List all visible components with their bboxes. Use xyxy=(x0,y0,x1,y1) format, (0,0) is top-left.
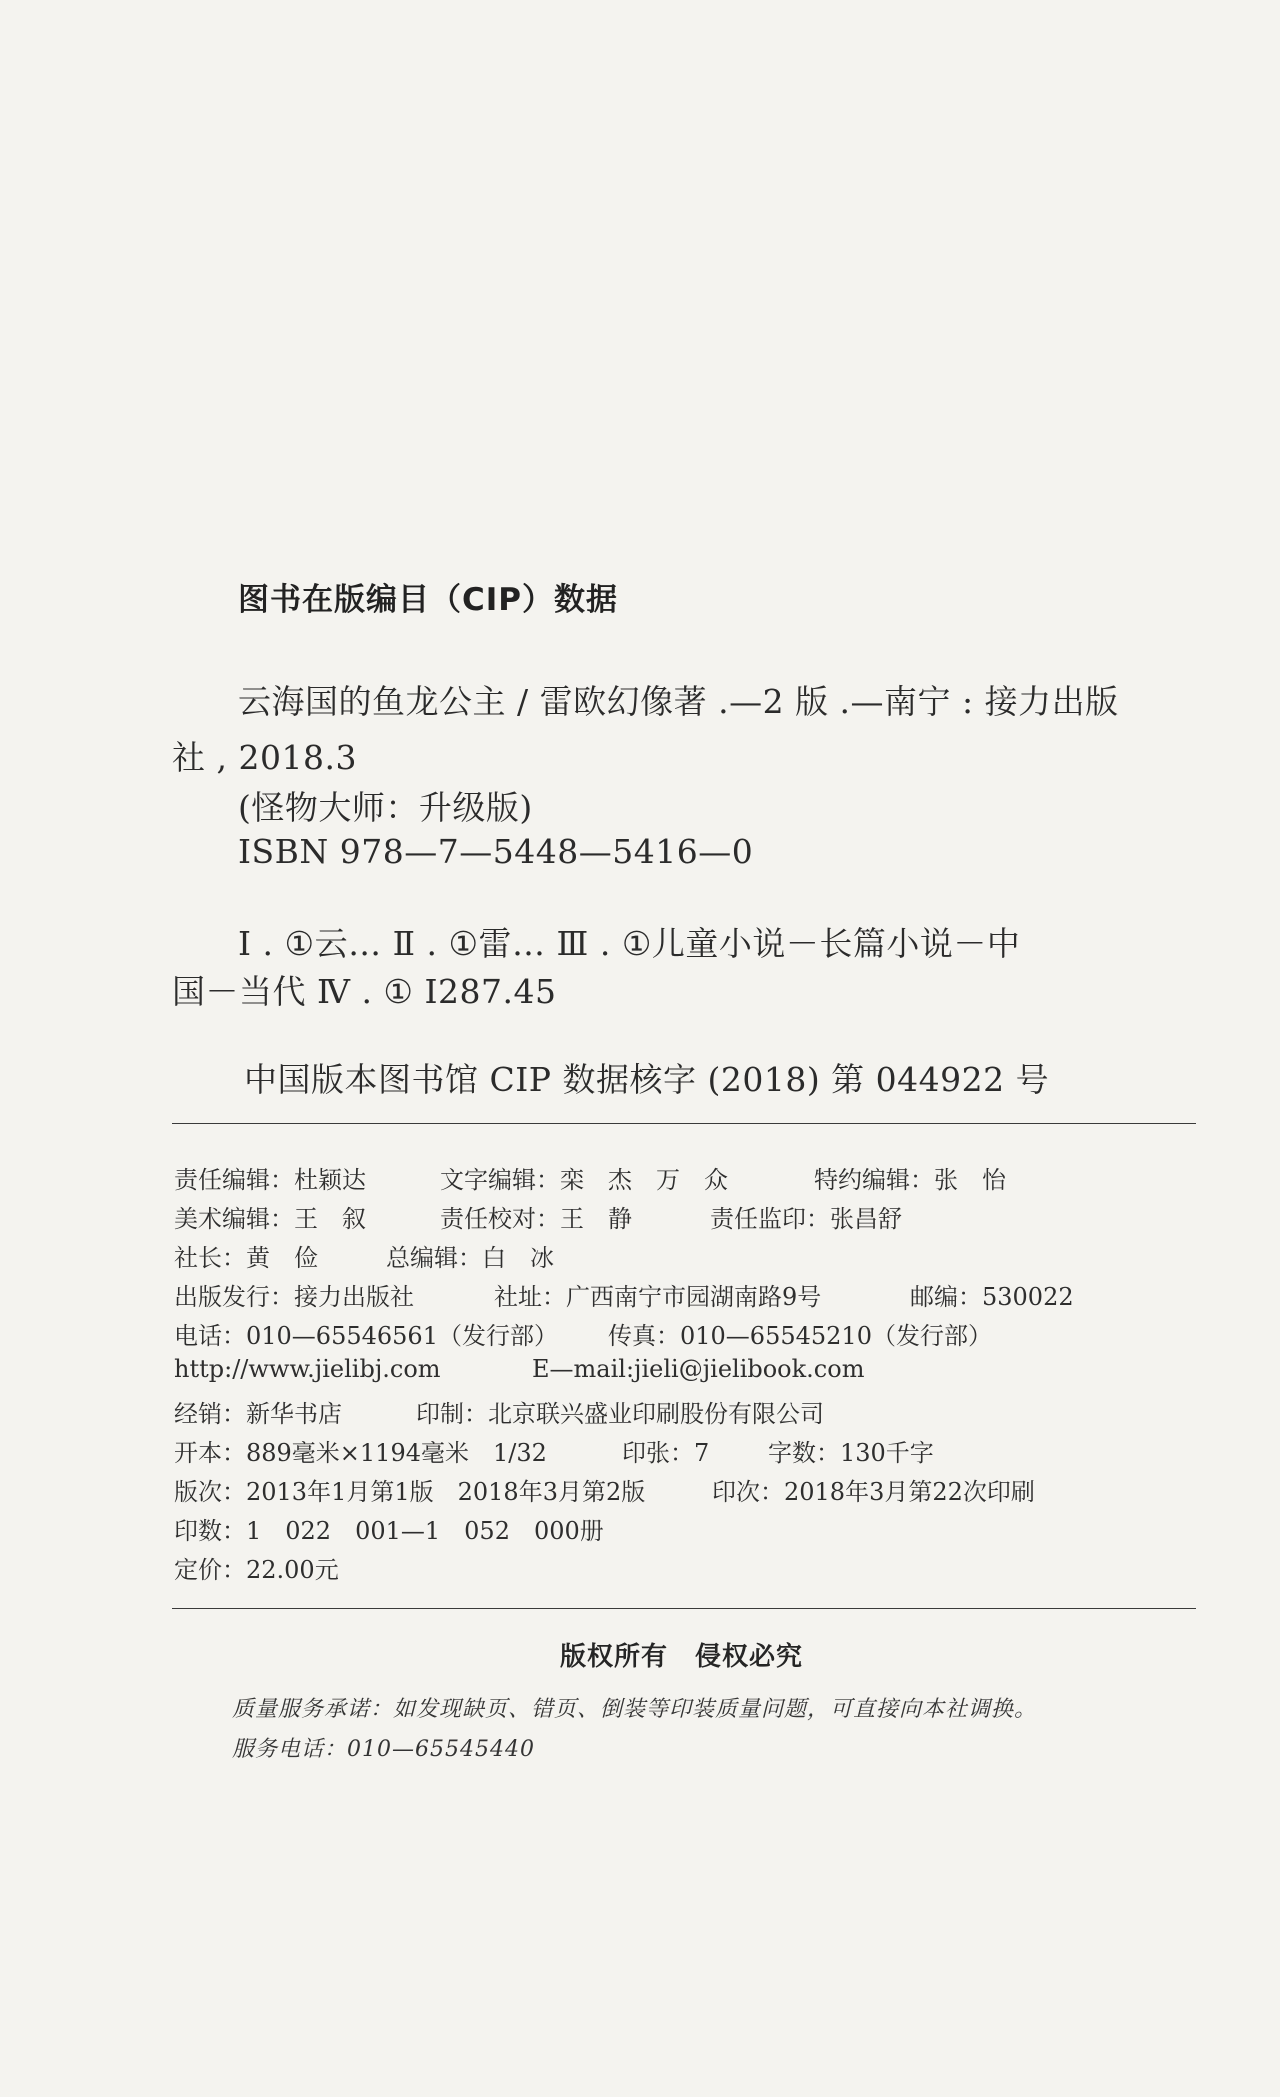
cip-data-number: 中国版本图书馆 CIP 数据核字 (2018) 第 044922 号 xyxy=(244,1060,1050,1099)
credit-art-editor: 美术编辑：王 叙 xyxy=(174,1205,366,1233)
credit-website: http://www.jielibj.com xyxy=(174,1355,441,1383)
cip-series: (怪物大师：升级版) xyxy=(238,788,533,827)
quality-service-promise: 质量服务承诺：如发现缺页、错页、倒装等印装质量问题，可直接向本社调换。 xyxy=(232,1697,1038,1722)
credit-publisher: 出版发行：接力出版社 xyxy=(174,1283,414,1311)
cip-heading: 图书在版编目（CIP）数据 xyxy=(238,582,619,618)
credit-print-supervisor: 责任监印：张昌舒 xyxy=(710,1205,902,1233)
divider-bottom xyxy=(172,1608,1196,1609)
cip-title-line-2: 社 , 2018.3 xyxy=(172,738,357,777)
credit-responsible-editor: 责任编辑：杜颖达 xyxy=(174,1166,366,1194)
credit-word-count: 字数：130千字 xyxy=(768,1439,934,1467)
credit-text-editor: 文字编辑：栾 杰 万 众 xyxy=(440,1166,728,1194)
credit-edition: 版次：2013年1月第1版 2018年3月第2版 xyxy=(174,1478,646,1506)
copyright-notice: 版权所有 侵权必究 xyxy=(560,1642,804,1672)
cip-isbn: ISBN 978—7—5448—5416—0 xyxy=(238,832,754,871)
divider-top xyxy=(172,1123,1196,1124)
credit-price: 定价：22.00元 xyxy=(174,1556,339,1584)
credit-sheets: 印张：7 xyxy=(622,1439,710,1467)
cip-classification-line-1: Ⅰ . ①云… Ⅱ . ①雷… Ⅲ . ①儿童小说－长篇小说－中 xyxy=(238,924,1021,963)
credit-format: 开本：889毫米×1194毫米 1/32 xyxy=(174,1439,547,1467)
credit-phone: 电话：010—65546561（发行部） xyxy=(174,1322,558,1350)
credit-address: 社址：广西南宁市园湖南路9号 xyxy=(494,1283,822,1311)
credit-chief-editor: 总编辑：白 冰 xyxy=(386,1244,554,1272)
credit-printing: 印次：2018年3月第22次印刷 xyxy=(712,1478,1035,1506)
service-phone: 服务电话：010—65545440 xyxy=(232,1737,535,1762)
credit-email: E—mail:jieli@jielibook.com xyxy=(532,1355,865,1383)
cip-classification-line-2: 国－当代 Ⅳ . ① I287.45 xyxy=(172,972,557,1011)
credit-print-run: 印数：1 022 001—1 052 000册 xyxy=(174,1517,604,1545)
credit-special-editor: 特约编辑：张 怡 xyxy=(814,1166,1006,1194)
credit-proofreader: 责任校对：王 静 xyxy=(440,1205,632,1233)
credit-distributor: 经销：新华书店 xyxy=(174,1400,342,1428)
credit-printer: 印制：北京联兴盛业印刷股份有限公司 xyxy=(416,1400,824,1428)
credit-postcode: 邮编：530022 xyxy=(910,1283,1074,1311)
credit-fax: 传真：010—65545210（发行部） xyxy=(608,1322,992,1350)
credit-president: 社长：黄 俭 xyxy=(174,1244,318,1272)
cip-title-line-1: 云海国的鱼龙公主 / 雷欧幻像著 .—2 版 .—南宁 : 接力出版 xyxy=(238,682,1119,721)
